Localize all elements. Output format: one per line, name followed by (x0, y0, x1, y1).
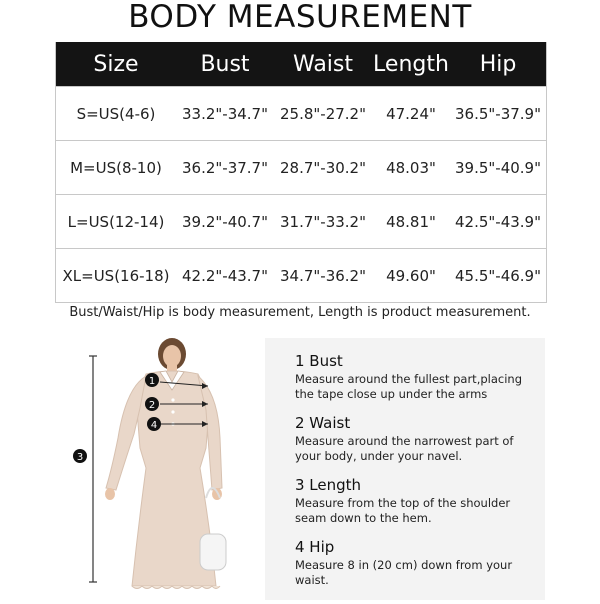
marker-length (73, 449, 87, 463)
table-row (56, 141, 547, 195)
header-bust: Bust (176, 42, 274, 87)
bust-cell: 33.2"-34.7" (176, 87, 274, 141)
length-cell: 48.03" (372, 141, 450, 195)
waist-cell: 31.7"-33.2" (274, 195, 372, 249)
waist-cell: 25.8"-27.2" (274, 87, 372, 141)
table-header-row (56, 42, 547, 87)
header-waist: Waist (274, 42, 372, 87)
marker-bust-label: 1 (148, 376, 156, 387)
marker-bust (145, 373, 159, 387)
guide-item-hip (295, 538, 540, 588)
length-cell: 48.81" (372, 195, 450, 249)
waist-cell: 34.7"-36.2" (274, 249, 372, 303)
header-hip: Hip (450, 42, 547, 87)
table-row (56, 87, 547, 141)
guide-heading: 4 Hip (295, 538, 335, 556)
guide-item-length (295, 476, 540, 526)
hip-cell: 36.5"-37.9" (450, 87, 547, 141)
marker-hip (147, 417, 161, 431)
guide-heading: 3 Length (295, 476, 362, 494)
waist-cell: 28.7"-30.2" (274, 141, 372, 195)
size-chart-table (55, 42, 547, 303)
measurement-guide-panel (265, 338, 545, 600)
size-cell: XL=US(16-18) (56, 249, 177, 303)
guide-item-waist (295, 414, 540, 464)
dress-figure (60, 338, 260, 600)
header-length: Length (372, 42, 450, 87)
marker-waist (145, 397, 159, 411)
length-cell: 47.24" (372, 87, 450, 141)
guide-heading: 2 Waist (295, 414, 351, 432)
bust-cell: 36.2"-37.7" (176, 141, 274, 195)
guide-description: Measure 8 in (20 cm) down from your waist. (295, 558, 513, 587)
hip-cell: 42.5"-43.9" (450, 195, 547, 249)
header-size: Size (56, 42, 177, 87)
guide-description: Measure around the narrowest part of your body, under your navel. (295, 434, 514, 463)
marker-waist-label: 2 (148, 400, 156, 411)
size-cell: L=US(12-14) (56, 195, 177, 249)
guide-description: Measure from the top of the shoulder seam down to the hem. (295, 496, 511, 525)
guide-description: Measure around the fullest part,placing the tape close up under the arms (295, 372, 522, 401)
dress-model-icon (60, 338, 260, 600)
size-cell: S=US(4-6) (56, 87, 177, 141)
bust-cell: 39.2"-40.7" (176, 195, 274, 249)
table-row (56, 195, 547, 249)
measurement-note: Bust/Waist/Hip is body measurement, Length is product measurement. (69, 305, 531, 320)
length-cell: 49.60" (372, 249, 450, 303)
hip-cell: 45.5"-46.9" (450, 249, 547, 303)
page-title: BODY MEASUREMENT (128, 0, 472, 35)
marker-length-label: 3 (76, 452, 84, 463)
hip-cell: 39.5"-40.9" (450, 141, 547, 195)
table-row (56, 249, 547, 303)
marker-hip-label: 4 (150, 420, 158, 431)
bust-cell: 42.2"-43.7" (176, 249, 274, 303)
size-cell: M=US(8-10) (56, 141, 177, 195)
guide-heading: 1 Bust (295, 352, 343, 370)
guide-item-bust (295, 352, 540, 402)
